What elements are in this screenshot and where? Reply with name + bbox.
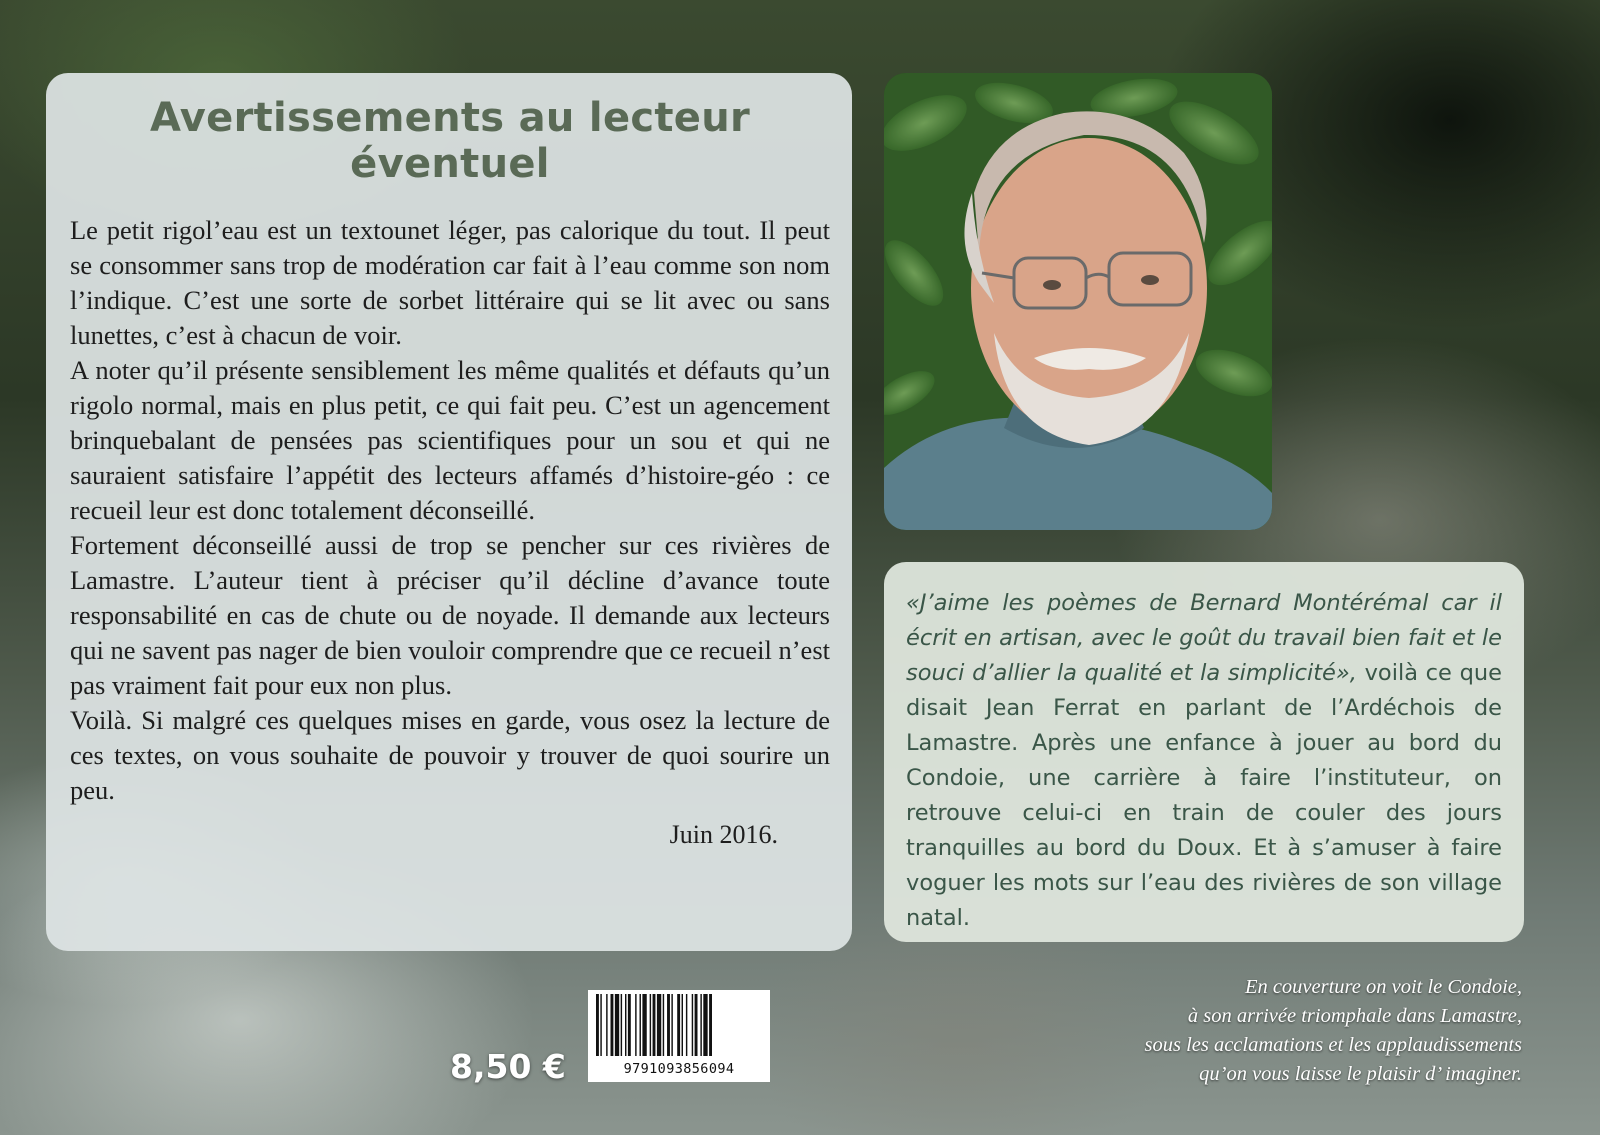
warning-title: Avertissements au lecteur éventuel: [149, 95, 751, 187]
warning-paragraph: Fortement déconseillé aussi de trop se pencher sur ces rivières de Lamastre. L’auteur tient à préciser qu’il décline d’avance toute responsabilité en cas de chute ou de noyade. Il demande aux lecteurs qui ne savent pas nager de bien vouloir comprendre que ce recueil n’est pas vraiment fait pour eux non plus.: [70, 530, 830, 700]
warning-paragraph: Voilà. Si malgré ces quelques mises en garde, vous osez la lecture de ces textes, on vous souhaite de pouvoir y trouver de quoi sourire un peu.: [70, 705, 830, 805]
quote-paragraph: [906, 586, 1502, 936]
caption-line: qu’on vous laisse le plaisir d’ imaginer.: [1199, 1063, 1522, 1085]
warning-panel: [46, 73, 852, 951]
warning-paragraph: Le petit rigol’eau est un textounet léger, pas calorique du tout. Il peut se consommer sans trop de modération car fait à l’eau comme son nom l’indique. C’est une sorte de sorbet littéraire qui se lit avec ou sans lunettes, c’est à chacun de voir.: [70, 215, 830, 350]
cover-caption: [962, 973, 1522, 1089]
ferrat-quote: «J’aime les poèmes de Bernard Montérémal car il écrit en artisan, avec le goût du travail bien fait et le souci d’allier la qualité et la simplicité»,: [906, 590, 1502, 686]
quote-description: voilà ce que disait Jean Ferrat en parlant de l’Ardéchois de Lamastre. Après une enfance à jouer au bord du Condoie, une carrière à faire l’instituteur, on retrouve celui-ci en train de couler des jours tranquilles au bord du Doux. Et à s’amuser à faire voguer les mots sur l’eau des rivières de son village natal.: [906, 660, 1502, 931]
caption-line: sous les acclamations et les applaudissements: [1144, 1034, 1522, 1056]
quote-panel: [884, 562, 1524, 942]
caption-line: à son arrivée triomphale dans Lamastre,: [1187, 1005, 1522, 1027]
warning-body: [70, 213, 830, 808]
warning-date: Juin 2016.: [669, 820, 778, 849]
warning-paragraph: A noter qu’il présente sensiblement les même qualités et défauts qu’un rigolo normal, mais en plus petit, ce qui fait peu. C’est un agencement brinquebalant de pensées pas scientifiques pour un sou et qui ne sauraient satisfaire l’appétit des lecteurs affamés d’histoire-géo : ce recueil leur est donc totalement déconseillé.: [70, 355, 830, 525]
author-photo: [884, 73, 1272, 530]
caption-line: En couverture on voit le Condoie,: [1244, 976, 1522, 998]
author-portrait-illustration: [884, 73, 1272, 530]
isbn-barcode: [588, 990, 770, 1082]
isbn-number: 9791093856094: [623, 1061, 735, 1077]
barcode-bars: [594, 994, 764, 1056]
price-label: 8,50 €: [450, 1047, 566, 1086]
